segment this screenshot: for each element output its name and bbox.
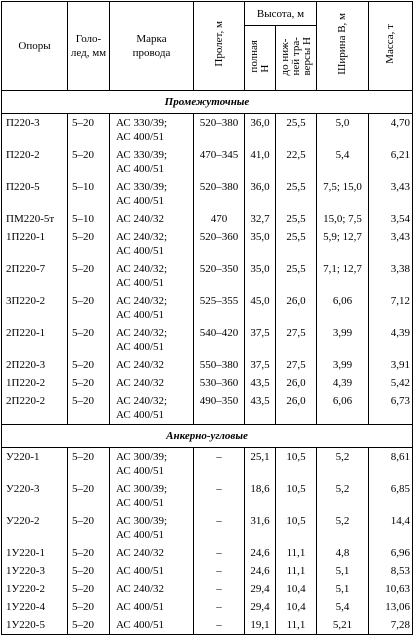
- cell-support: П220-3: [2, 114, 68, 147]
- wire-line-2: АС 400/51: [116, 465, 165, 477]
- cell-support: 1У220-4: [2, 598, 68, 616]
- wire-line-1: АС 330/39;: [116, 117, 168, 129]
- cell-support: П220-2: [2, 146, 68, 178]
- cell-height-full: 24,6: [245, 544, 276, 562]
- cell-span: 520–350: [194, 260, 245, 292]
- table-row: [2, 562, 413, 580]
- cell-span: –: [194, 544, 245, 562]
- cell-wire: [110, 178, 194, 210]
- cell-height-lower: 26,0: [276, 392, 317, 425]
- wire-line-2: АС 400/51: [116, 529, 165, 541]
- cell-wire: [110, 356, 194, 374]
- cell-height-full: 31,6: [245, 512, 276, 544]
- cell-span: 520–380: [194, 114, 245, 147]
- table-row: [2, 178, 413, 210]
- cell-ice: 5–20: [68, 616, 110, 635]
- cell-height-full: 43,5: [245, 392, 276, 425]
- cell-wire: [110, 448, 194, 481]
- cell-wire: [110, 210, 194, 228]
- cell-width: 5,2: [317, 480, 369, 512]
- cell-ice: 5–20: [68, 598, 110, 616]
- cell-span: –: [194, 562, 245, 580]
- cell-support: У220-1: [2, 448, 68, 481]
- header-gololed: Голо- лед, мм: [68, 2, 110, 91]
- cell-width: 4,8: [317, 544, 369, 562]
- cell-height-full: 37,5: [245, 324, 276, 356]
- wire-line-2: АС 400/51: [116, 195, 165, 207]
- table-row: [2, 356, 413, 374]
- cell-mass: 7,28: [369, 616, 413, 635]
- cell-span: –: [194, 480, 245, 512]
- cell-height-lower: 25,5: [276, 228, 317, 260]
- cell-support: 3П220-2: [2, 292, 68, 324]
- cell-mass: 3,91: [369, 356, 413, 374]
- cell-height-full: 19,1: [245, 616, 276, 635]
- cell-mass: 4,39: [369, 324, 413, 356]
- cell-wire: [110, 480, 194, 512]
- cell-wire: [110, 374, 194, 392]
- cell-ice: 5–20: [68, 228, 110, 260]
- cell-mass: 3,43: [369, 228, 413, 260]
- cell-height-lower: 11,1: [276, 562, 317, 580]
- cell-ice: 5–20: [68, 544, 110, 562]
- wire-line-1: АС 240/32: [116, 359, 165, 371]
- cell-width: 5,4: [317, 598, 369, 616]
- table-row: [2, 544, 413, 562]
- supports-table: [1, 1, 413, 635]
- cell-height-lower: 10,5: [276, 480, 317, 512]
- cell-height-lower: 11,1: [276, 544, 317, 562]
- cell-mass: 3,38: [369, 260, 413, 292]
- cell-mass: 10,63: [369, 580, 413, 598]
- wire-line-1: АС 400/51: [116, 601, 165, 613]
- cell-mass: 5,42: [369, 374, 413, 392]
- cell-width: 5,21: [317, 616, 369, 635]
- cell-span: –: [194, 616, 245, 635]
- header-do-nizh-cell: [276, 26, 317, 91]
- cell-ice: 5–20: [68, 562, 110, 580]
- wire-line-1: АС 400/51: [116, 619, 165, 631]
- cell-width: 6,06: [317, 392, 369, 425]
- document-page: [1, 1, 412, 631]
- table-header: [2, 2, 413, 91]
- cell-ice: 5–20: [68, 580, 110, 598]
- cell-height-full: 24,6: [245, 562, 276, 580]
- table-row: [2, 146, 413, 178]
- table-row: [2, 616, 413, 635]
- cell-support: У220-3: [2, 480, 68, 512]
- cell-height-full: 36,0: [245, 114, 276, 147]
- cell-height-lower: 26,0: [276, 292, 317, 324]
- wire-line-2: АС 400/51: [116, 409, 165, 421]
- cell-mass: 13,06: [369, 598, 413, 616]
- cell-ice: 5–10: [68, 210, 110, 228]
- cell-mass: 8,53: [369, 562, 413, 580]
- cell-height-lower: 26,0: [276, 374, 317, 392]
- wire-line-2: АС 400/51: [116, 309, 165, 321]
- cell-span: –: [194, 580, 245, 598]
- cell-ice: 5–20: [68, 324, 110, 356]
- wire-line-1: АС 300/39;: [116, 451, 168, 463]
- wire-line-2: АС 400/51: [116, 163, 165, 175]
- section-title: Анкерно-угловые: [2, 425, 413, 448]
- cell-wire: [110, 544, 194, 562]
- wire-line-1: АС 240/32;: [116, 263, 168, 275]
- cell-width: 6,06: [317, 292, 369, 324]
- cell-width: 5,0: [317, 114, 369, 147]
- cell-span: 540–420: [194, 324, 245, 356]
- wire-line-2: АС 400/51: [116, 131, 165, 143]
- table-row: [2, 448, 413, 481]
- table-row: [2, 374, 413, 392]
- cell-height-full: 25,1: [245, 448, 276, 481]
- cell-height-lower: 10,4: [276, 598, 317, 616]
- cell-height-full: 35,0: [245, 260, 276, 292]
- cell-wire: [110, 146, 194, 178]
- cell-ice: 5–10: [68, 178, 110, 210]
- header-do-nizh: до ниж- ней тра- версы H: [278, 36, 313, 76]
- header-opory: Опоры: [2, 2, 68, 91]
- cell-support: П220-5: [2, 178, 68, 210]
- wire-line-1: АС 330/39;: [116, 181, 168, 193]
- cell-ice: 5–20: [68, 114, 110, 147]
- cell-height-lower: 10,4: [276, 580, 317, 598]
- cell-mass: 6,96: [369, 544, 413, 562]
- cell-width: 5,9; 12,7: [317, 228, 369, 260]
- cell-ice: 5–20: [68, 448, 110, 481]
- cell-span: 520–360: [194, 228, 245, 260]
- wire-line-1: АС 240/32: [116, 377, 165, 389]
- cell-mass: 3,54: [369, 210, 413, 228]
- wire-line-1: АС 330/39;: [116, 149, 168, 161]
- cell-support: 2П220-2: [2, 392, 68, 425]
- cell-height-lower: 25,5: [276, 210, 317, 228]
- wire-line-2: АС 400/51: [116, 277, 165, 289]
- wire-line-1: АС 240/32;: [116, 231, 168, 243]
- cell-span: 520–380: [194, 178, 245, 210]
- cell-wire: [110, 580, 194, 598]
- cell-span: 550–380: [194, 356, 245, 374]
- cell-support: 1П220-1: [2, 228, 68, 260]
- cell-width: 5,2: [317, 448, 369, 481]
- wire-line-1: АС 240/32;: [116, 327, 168, 339]
- cell-height-full: 29,4: [245, 580, 276, 598]
- header-marka: Марка провода: [110, 2, 194, 91]
- cell-ice: 5–20: [68, 146, 110, 178]
- cell-mass: 3,43: [369, 178, 413, 210]
- cell-wire: [110, 114, 194, 147]
- wire-line-1: АС 400/51: [116, 565, 165, 577]
- cell-width: 7,5; 15,0: [317, 178, 369, 210]
- wire-line-1: АС 300/39;: [116, 515, 168, 527]
- cell-wire: [110, 598, 194, 616]
- header-massa-cell: [369, 2, 413, 91]
- wire-line-1: АС 240/32: [116, 213, 165, 225]
- cell-span: 470: [194, 210, 245, 228]
- wire-line-2: АС 400/51: [116, 245, 165, 257]
- cell-ice: 5–20: [68, 260, 110, 292]
- cell-support: 1У220-2: [2, 580, 68, 598]
- cell-support: 2П220-1: [2, 324, 68, 356]
- cell-ice: 5–20: [68, 292, 110, 324]
- table-row: [2, 392, 413, 425]
- cell-width: 5,1: [317, 562, 369, 580]
- cell-height-full: 36,0: [245, 178, 276, 210]
- cell-mass: 6,73: [369, 392, 413, 425]
- cell-mass: 6,21: [369, 146, 413, 178]
- cell-height-lower: 25,5: [276, 178, 317, 210]
- cell-span: 490–350: [194, 392, 245, 425]
- cell-wire: [110, 324, 194, 356]
- cell-ice: 5–20: [68, 392, 110, 425]
- cell-width: 15,0; 7,5: [317, 210, 369, 228]
- cell-support: 1У220-1: [2, 544, 68, 562]
- cell-height-full: 45,0: [245, 292, 276, 324]
- cell-mass: 7,12: [369, 292, 413, 324]
- cell-ice: 5–20: [68, 480, 110, 512]
- cell-width: 4,39: [317, 374, 369, 392]
- wire-line-1: АС 300/39;: [116, 483, 168, 495]
- cell-support: 2П220-7: [2, 260, 68, 292]
- cell-height-lower: 25,5: [276, 260, 317, 292]
- table-row: [2, 260, 413, 292]
- header-polnaya: полная H: [248, 39, 271, 73]
- header-shirina: Ширина B, м: [336, 13, 348, 75]
- header-prolet-cell: [194, 2, 245, 91]
- cell-support: 1У220-3: [2, 562, 68, 580]
- section-title: Промежуточные: [2, 91, 413, 114]
- table-row: [2, 512, 413, 544]
- cell-ice: 5–20: [68, 512, 110, 544]
- table-row: [2, 114, 413, 147]
- table-body: [2, 91, 413, 635]
- cell-wire: [110, 228, 194, 260]
- table-row: [2, 580, 413, 598]
- cell-height-full: 41,0: [245, 146, 276, 178]
- header-prolet: Пролет, м: [212, 21, 225, 67]
- cell-width: 5,1: [317, 580, 369, 598]
- cell-height-lower: 22,5: [276, 146, 317, 178]
- cell-height-lower: 27,5: [276, 324, 317, 356]
- cell-height-lower: 25,5: [276, 114, 317, 147]
- cell-span: –: [194, 512, 245, 544]
- wire-line-1: АС 240/32: [116, 583, 165, 595]
- cell-mass: 8,61: [369, 448, 413, 481]
- cell-height-full: 32,7: [245, 210, 276, 228]
- section-header-row: [2, 91, 413, 114]
- cell-height-full: 18,6: [245, 480, 276, 512]
- cell-width: 5,2: [317, 512, 369, 544]
- cell-height-full: 37,5: [245, 356, 276, 374]
- cell-wire: [110, 260, 194, 292]
- cell-ice: 5–20: [68, 356, 110, 374]
- wire-line-1: АС 240/32: [116, 547, 165, 559]
- cell-span: 470–345: [194, 146, 245, 178]
- cell-support: 1П220-2: [2, 374, 68, 392]
- cell-width: 3,99: [317, 324, 369, 356]
- wire-line-2: АС 400/51: [116, 497, 165, 509]
- cell-wire: [110, 512, 194, 544]
- cell-span: 525–355: [194, 292, 245, 324]
- cell-support: 1У220-5: [2, 616, 68, 635]
- table-row: [2, 480, 413, 512]
- section-header-row: [2, 425, 413, 448]
- cell-mass: 4,70: [369, 114, 413, 147]
- cell-support: ПМ220-5т: [2, 210, 68, 228]
- cell-span: 530–360: [194, 374, 245, 392]
- cell-mass: 14,4: [369, 512, 413, 544]
- table-row: [2, 292, 413, 324]
- header-massa: Масса, т: [384, 24, 396, 64]
- table-row: [2, 210, 413, 228]
- cell-height-lower: 27,5: [276, 356, 317, 374]
- cell-height-full: 43,5: [245, 374, 276, 392]
- table-row: [2, 598, 413, 616]
- cell-height-full: 35,0: [245, 228, 276, 260]
- wire-line-2: АС 400/51: [116, 341, 165, 353]
- wire-line-1: АС 240/32;: [116, 395, 168, 407]
- cell-mass: 6,85: [369, 480, 413, 512]
- wire-line-1: АС 240/32;: [116, 295, 168, 307]
- cell-ice: 5–20: [68, 374, 110, 392]
- cell-width: 3,99: [317, 356, 369, 374]
- cell-width: 7,1; 12,7: [317, 260, 369, 292]
- cell-height-full: 29,4: [245, 598, 276, 616]
- cell-wire: [110, 616, 194, 635]
- cell-height-lower: 10,5: [276, 512, 317, 544]
- header-polnaya-cell: [245, 26, 276, 91]
- header-vysota: Высота, м: [245, 2, 317, 26]
- cell-wire: [110, 562, 194, 580]
- cell-support: 2П220-3: [2, 356, 68, 374]
- cell-wire: [110, 292, 194, 324]
- cell-wire: [110, 392, 194, 425]
- header-shirina-cell: [317, 2, 369, 91]
- cell-span: –: [194, 448, 245, 481]
- cell-height-lower: 11,1: [276, 616, 317, 635]
- cell-support: У220-2: [2, 512, 68, 544]
- table-row: [2, 324, 413, 356]
- cell-width: 5,4: [317, 146, 369, 178]
- table-row: [2, 228, 413, 260]
- cell-height-lower: 10,5: [276, 448, 317, 481]
- cell-span: –: [194, 598, 245, 616]
